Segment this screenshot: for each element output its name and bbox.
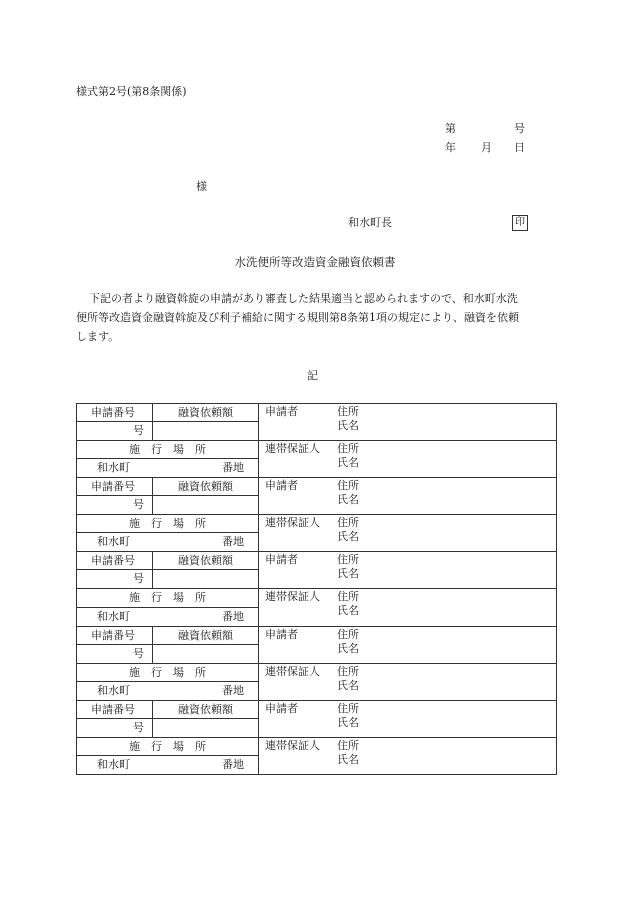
site-label-cell: [77, 663, 259, 681]
applicant-label: 申請者: [265, 627, 298, 641]
name-label: 氏名: [337, 493, 359, 507]
guarantor-label: 連帯保証人: [265, 738, 320, 752]
body-text-line-3: します。: [76, 330, 120, 343]
go-cell: [77, 496, 153, 515]
site-value-cell[interactable]: [77, 459, 259, 478]
guarantor-label: 連帯保証人: [265, 516, 320, 530]
site-label-cell: [77, 589, 259, 607]
town-label: 和水町: [97, 609, 130, 623]
loan-amount-label: 融資依頼額: [178, 480, 233, 494]
town-label: 和水町: [97, 683, 130, 697]
site-label: 施 行 場 所: [129, 517, 206, 531]
name-label: 氏名: [337, 641, 359, 655]
go-cell: [77, 718, 153, 737]
entry-row-site-header: [77, 441, 557, 459]
address-label: 住所: [337, 701, 359, 715]
date-month-label: 月: [481, 141, 492, 154]
app-no-label: 申請番号: [91, 554, 135, 568]
app-no-label: 申請番号: [91, 702, 135, 716]
loan-amount-label: 融資依頼額: [178, 628, 233, 642]
site-value-cell[interactable]: [77, 681, 259, 700]
seal-mark: 印: [512, 215, 528, 231]
name-label: 氏名: [337, 678, 359, 692]
loan-amount-label-cell: [153, 478, 259, 496]
entry-row-site-header: [77, 737, 557, 755]
name-label: 氏名: [337, 419, 359, 432]
address-label: 住所: [337, 738, 359, 752]
site-label: 施 行 場 所: [129, 591, 206, 605]
site-label-cell: [77, 441, 259, 459]
go-label: 号: [133, 720, 144, 734]
applicant-label: 申請者: [265, 553, 298, 567]
guarantor-label: 連帯保証人: [265, 664, 320, 678]
ki-heading: 記: [307, 369, 318, 382]
name-label: 氏名: [337, 567, 359, 581]
loan-amount-label-cell: [153, 626, 259, 644]
banchi-label: 番地: [222, 535, 244, 549]
app-no-label: 申請番号: [91, 628, 135, 642]
go-cell: [77, 422, 153, 441]
entry-row-header: [77, 626, 557, 644]
banchi-label: 番地: [222, 757, 244, 771]
applicant-cell: [259, 478, 557, 515]
applicant-cell: [259, 626, 557, 663]
entry-row-site-header: [77, 663, 557, 681]
app-no-label-cell: [77, 552, 153, 570]
loan-amount-label-cell: [153, 552, 259, 570]
addressee-honorific: 様: [196, 180, 207, 193]
banchi-label: 番地: [222, 609, 244, 623]
site-label-cell: [77, 737, 259, 755]
loan-amount-value-cell[interactable]: [153, 496, 259, 515]
app-no-label: 申請番号: [91, 406, 135, 419]
entry-row-site-header: [77, 515, 557, 533]
go-cell: [77, 570, 153, 589]
go-label: 号: [133, 424, 144, 438]
name-label: 氏名: [337, 604, 359, 618]
applicant-label: 申請者: [265, 701, 298, 715]
loan-amount-label: 融資依頼額: [178, 702, 233, 716]
go-label: 号: [133, 572, 144, 586]
loan-amount-label: 融資依頼額: [178, 406, 233, 419]
address-label: 住所: [337, 405, 359, 418]
address-label: 住所: [337, 664, 359, 678]
app-no-label-cell: [77, 404, 153, 422]
number-label-dai: 第: [445, 122, 456, 135]
entry-row-site-header: [77, 589, 557, 607]
site-label: 施 行 場 所: [129, 739, 206, 753]
loan-amount-label-cell: [153, 404, 259, 422]
town-label: 和水町: [97, 535, 130, 549]
document-title: 水洗便所等改造資金融資依頼書: [234, 255, 396, 269]
applicant-cell: [259, 700, 557, 737]
loan-request-table: [76, 403, 557, 775]
app-no-label-cell: [77, 700, 153, 718]
name-label: 氏名: [337, 456, 359, 470]
body-text-line-1: 下記の者より融資斡旋の申請があり審査した結果適当と認められますので、和水町水洗: [89, 292, 518, 305]
app-no-label-cell: [77, 478, 153, 496]
go-label: 号: [133, 498, 144, 512]
guarantor-cell: [259, 737, 557, 774]
loan-amount-label-cell: [153, 700, 259, 718]
app-no-label: 申請番号: [91, 480, 135, 494]
name-label: 氏名: [337, 530, 359, 544]
address-label: 住所: [337, 442, 359, 456]
name-label: 氏名: [337, 715, 359, 729]
date-year-label: 年: [445, 141, 456, 154]
banchi-label: 番地: [222, 461, 244, 475]
applicant-cell: [259, 404, 557, 441]
loan-amount-value-cell[interactable]: [153, 422, 259, 441]
guarantor-cell: [259, 515, 557, 552]
loan-amount-value-cell[interactable]: [153, 644, 259, 663]
applicant-label: 申請者: [265, 479, 298, 493]
entry-row-header: [77, 700, 557, 718]
site-value-cell[interactable]: [77, 607, 259, 626]
banchi-label: 番地: [222, 683, 244, 697]
applicant-label: 申請者: [265, 405, 298, 418]
go-label: 号: [133, 646, 144, 660]
guarantor-cell: [259, 589, 557, 626]
site-label: 施 行 場 所: [129, 665, 206, 679]
go-cell: [77, 644, 153, 663]
loan-amount-label: 融資依頼額: [178, 554, 233, 568]
guarantor-cell: [259, 441, 557, 478]
address-label: 住所: [337, 479, 359, 493]
town-label: 和水町: [97, 461, 130, 475]
guarantor-label: 連帯保証人: [265, 442, 320, 456]
date-day-label: 日: [514, 141, 525, 154]
number-label-go: 号: [514, 122, 525, 135]
address-label: 住所: [337, 516, 359, 530]
app-no-label-cell: [77, 626, 153, 644]
address-label: 住所: [337, 553, 359, 567]
site-value-cell[interactable]: [77, 755, 259, 774]
entry-row-header: [77, 404, 557, 422]
town-label: 和水町: [97, 757, 130, 771]
site-value-cell[interactable]: [77, 533, 259, 552]
site-label: 施 行 場 所: [129, 443, 206, 457]
loan-amount-value-cell[interactable]: [153, 570, 259, 589]
applicant-cell: [259, 552, 557, 589]
entry-row-header: [77, 552, 557, 570]
form-reference: 様式第2号(第8条関係): [76, 85, 187, 98]
address-label: 住所: [337, 590, 359, 604]
name-label: 氏名: [337, 752, 359, 766]
guarantor-cell: [259, 663, 557, 700]
guarantor-label: 連帯保証人: [265, 590, 320, 604]
issuer-name: 和水町長: [348, 216, 392, 229]
loan-amount-value-cell[interactable]: [153, 718, 259, 737]
entry-row-header: [77, 478, 557, 496]
address-label: 住所: [337, 627, 359, 641]
site-label-cell: [77, 515, 259, 533]
body-text-line-2: 便所等改造資金融資斡旋及び利子補給に関する規則第8条第1項の規定により、融資を依頼: [76, 311, 519, 324]
